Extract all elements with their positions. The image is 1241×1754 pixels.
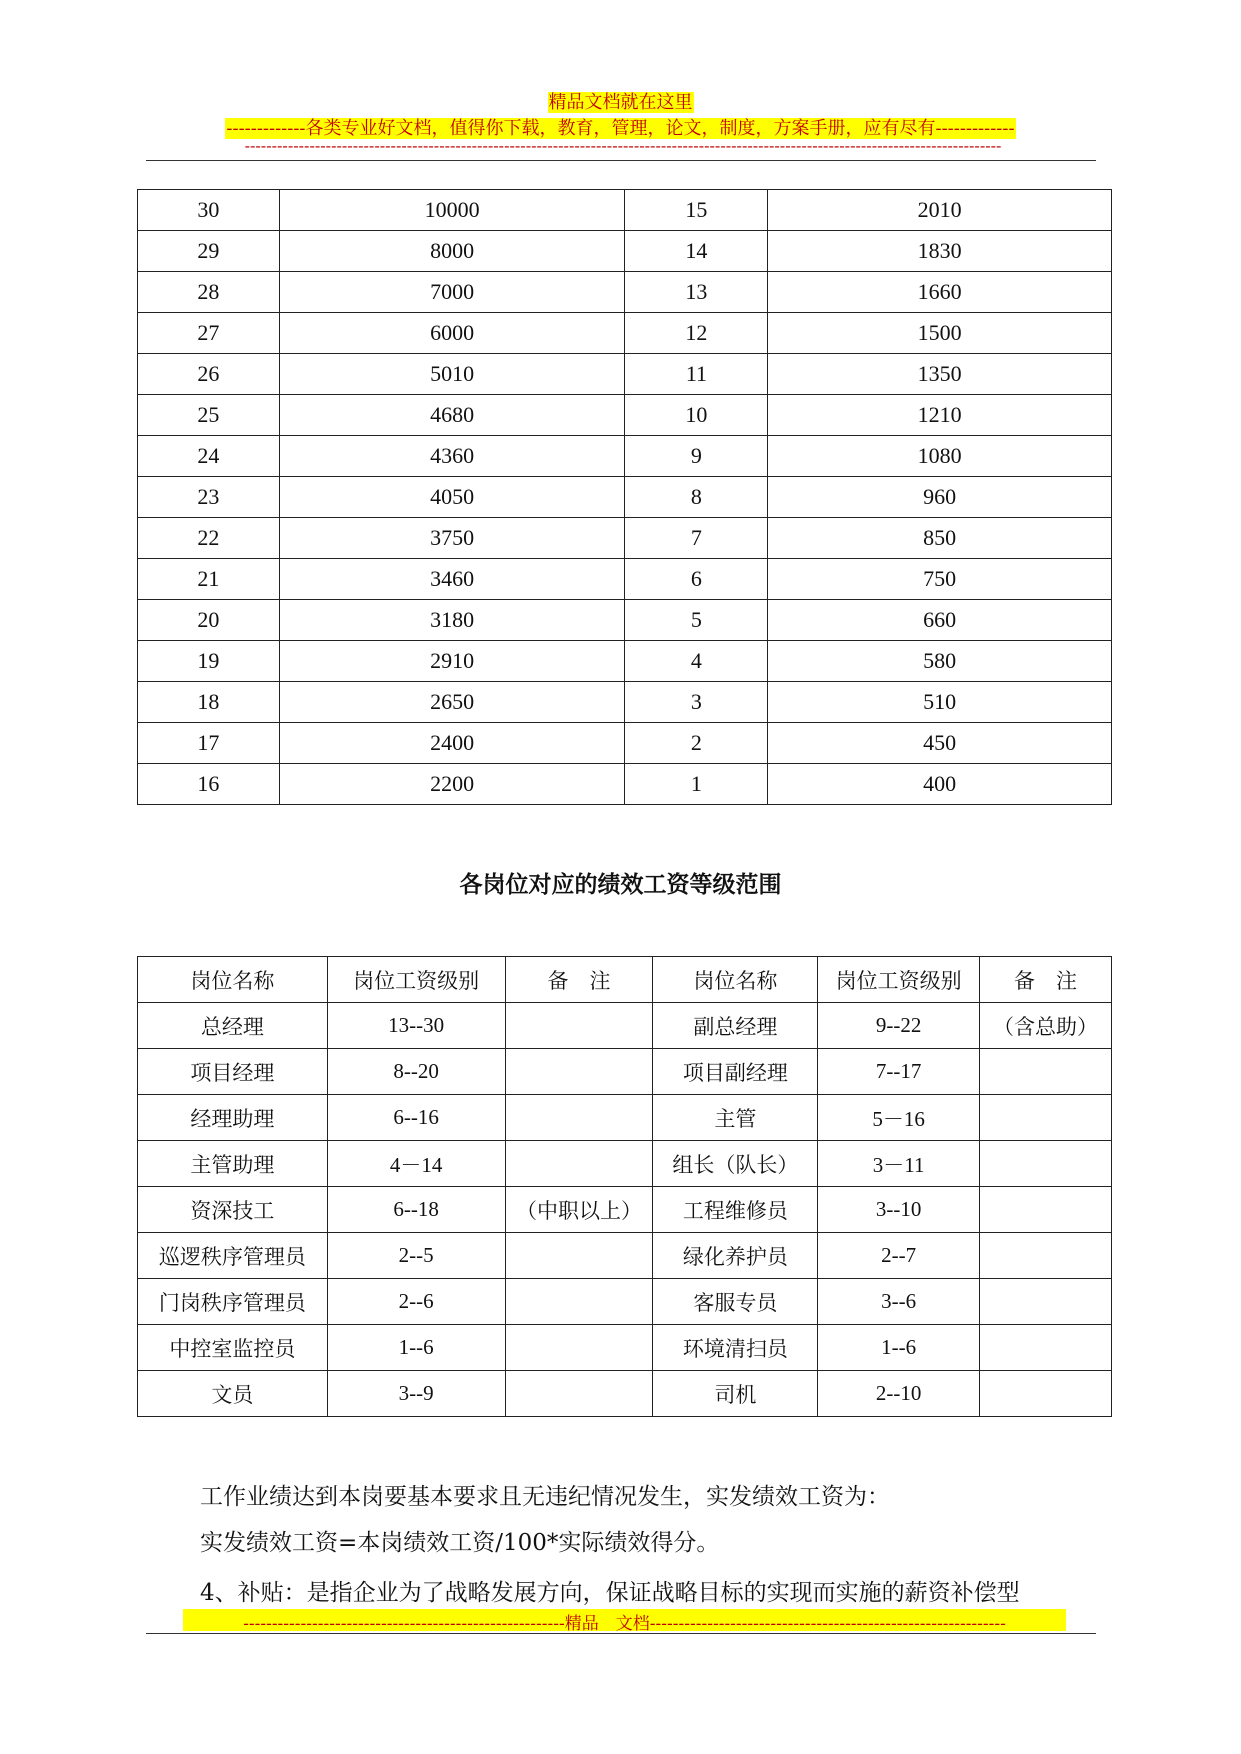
column-header: 岗位名称	[138, 957, 328, 1003]
table-cell: 17	[138, 723, 280, 764]
paragraph-requirement: 工作业绩达到本岗要基本要求且无违纪情况发生，实发绩效工资为：	[200, 1484, 890, 1510]
table-cell: 1--6	[818, 1325, 980, 1371]
table-cell: 2200	[279, 764, 625, 805]
table-cell: 22	[138, 518, 280, 559]
table-cell: 660	[768, 600, 1112, 641]
post-grade-range-table	[137, 956, 1112, 1417]
table-row	[138, 1371, 1112, 1417]
table-row	[138, 641, 1112, 682]
table-row	[138, 764, 1112, 805]
table-cell: 1210	[768, 395, 1112, 436]
table-cell	[980, 1371, 1112, 1417]
table-cell	[505, 1095, 653, 1141]
table-cell: 3180	[279, 600, 625, 641]
table-cell: 9--22	[818, 1003, 980, 1049]
table-cell: 3－11	[818, 1141, 980, 1187]
table-cell: 960	[768, 477, 1112, 518]
table-cell: 1350	[768, 354, 1112, 395]
table-cell: 10000	[279, 190, 625, 231]
table-cell: 28	[138, 272, 280, 313]
table-row	[138, 1279, 1112, 1325]
table-row	[138, 354, 1112, 395]
table-cell: 经理助理	[138, 1095, 328, 1141]
table-cell: （中职以上）	[505, 1187, 653, 1233]
table-cell: 12	[625, 313, 768, 354]
table-cell: 18	[138, 682, 280, 723]
table-row	[138, 1187, 1112, 1233]
table-cell: 2010	[768, 190, 1112, 231]
table-cell: 5010	[279, 354, 625, 395]
table-cell: 2--10	[818, 1371, 980, 1417]
table-cell: 司机	[653, 1371, 818, 1417]
table-cell: 1	[625, 764, 768, 805]
table-cell: 客服专员	[653, 1279, 818, 1325]
table-cell: 中控室监控员	[138, 1325, 328, 1371]
table-cell: 6	[625, 559, 768, 600]
table-cell: 3--10	[818, 1187, 980, 1233]
table-cell: 3	[625, 682, 768, 723]
table-cell: 主管	[653, 1095, 818, 1141]
table-cell: 5－16	[818, 1095, 980, 1141]
table-cell: 1830	[768, 231, 1112, 272]
table-cell: 门岗秩序管理员	[138, 1279, 328, 1325]
table-cell: 4050	[279, 477, 625, 518]
table-cell: 29	[138, 231, 280, 272]
paragraph-formula: 实发绩效工资=本岗绩效工资/100*实际绩效得分。	[200, 1530, 720, 1556]
table-cell	[980, 1279, 1112, 1325]
table-cell: 16	[138, 764, 280, 805]
table-cell: 2650	[279, 682, 625, 723]
column-header: 岗位工资级别	[327, 957, 505, 1003]
table-cell: 5	[625, 600, 768, 641]
table-cell	[505, 1003, 653, 1049]
table-cell	[505, 1371, 653, 1417]
table-header-row	[138, 957, 1112, 1003]
table-cell	[505, 1049, 653, 1095]
table-cell: 3750	[279, 518, 625, 559]
table-cell	[980, 1325, 1112, 1371]
table-cell: 14	[625, 231, 768, 272]
column-header: 岗位名称	[653, 957, 818, 1003]
table-cell: 24	[138, 436, 280, 477]
table-row	[138, 313, 1112, 354]
table-cell: 750	[768, 559, 1112, 600]
table-cell: 21	[138, 559, 280, 600]
table-cell	[505, 1279, 653, 1325]
table-cell: 文员	[138, 1371, 328, 1417]
table-cell	[980, 1095, 1112, 1141]
table-cell: 27	[138, 313, 280, 354]
table-cell: 6--16	[327, 1095, 505, 1141]
column-header: 备 注	[505, 957, 653, 1003]
paragraph-allowance: 4、补贴：是指企业为了战略发展方向，保证战略目标的实现而实施的薪资补偿型	[200, 1580, 1020, 1606]
header-banner-subtitle: -------------各类专业好文档，值得你下载，教育，管理，论文，制度，方案手册，应有尽有-------------	[226, 118, 1015, 139]
table-cell: 组长（队长）	[653, 1141, 818, 1187]
table-cell: 450	[768, 723, 1112, 764]
table-row	[138, 1233, 1112, 1279]
table-cell: 6000	[279, 313, 625, 354]
footer-rule	[146, 1633, 1096, 1634]
table-row	[138, 190, 1112, 231]
table-row	[138, 559, 1112, 600]
header-banner-title: 精品文档就在这里	[548, 92, 693, 113]
table-cell: 13--30	[327, 1003, 505, 1049]
table-cell: 8--20	[327, 1049, 505, 1095]
table-row	[138, 272, 1112, 313]
table-cell	[980, 1233, 1112, 1279]
table-row	[138, 518, 1112, 559]
table-cell: 项目副经理	[653, 1049, 818, 1095]
table-cell: 1080	[768, 436, 1112, 477]
table-row	[138, 600, 1112, 641]
table-cell: 23	[138, 477, 280, 518]
table-cell	[980, 1187, 1112, 1233]
table-cell: 11	[625, 354, 768, 395]
table-cell	[505, 1233, 653, 1279]
table-cell: 7000	[279, 272, 625, 313]
table-row	[138, 682, 1112, 723]
table-cell: 1660	[768, 272, 1112, 313]
table-cell	[505, 1141, 653, 1187]
table-cell: 7	[625, 518, 768, 559]
table-cell: 8	[625, 477, 768, 518]
table-cell: 资深技工	[138, 1187, 328, 1233]
table-cell: 1500	[768, 313, 1112, 354]
table-cell: 510	[768, 682, 1112, 723]
table-cell: 3460	[279, 559, 625, 600]
table-cell: 26	[138, 354, 280, 395]
table-cell: 850	[768, 518, 1112, 559]
header-dash-line: --------------------------------------------------------------------------------------------------------------------------------------------	[244, 136, 1002, 155]
table-cell: 4360	[279, 436, 625, 477]
table-cell: 1--6	[327, 1325, 505, 1371]
table-cell: 400	[768, 764, 1112, 805]
table-cell: 30	[138, 190, 280, 231]
table-cell: 19	[138, 641, 280, 682]
table-row	[138, 1325, 1112, 1371]
salary-grade-table	[137, 189, 1112, 805]
table-row	[138, 231, 1112, 272]
table-cell: 15	[625, 190, 768, 231]
table-cell	[505, 1325, 653, 1371]
table-cell: 项目经理	[138, 1049, 328, 1095]
table-cell: （含总助）	[980, 1003, 1112, 1049]
table-cell: 7--17	[818, 1049, 980, 1095]
table-cell: 2--5	[327, 1233, 505, 1279]
table-row	[138, 436, 1112, 477]
table-row	[138, 1049, 1112, 1095]
header-rule	[146, 160, 1096, 161]
table-row	[138, 395, 1112, 436]
table-cell: 绿化养护员	[653, 1233, 818, 1279]
footer-banner: --------------------------------------------------------精品 文档--------------------------------------------------------------	[183, 1609, 1066, 1631]
table-cell: 2--6	[327, 1279, 505, 1325]
table-cell: 4－14	[327, 1141, 505, 1187]
table-cell: 3--9	[327, 1371, 505, 1417]
table-cell: 4	[625, 641, 768, 682]
table-cell: 4680	[279, 395, 625, 436]
table-cell: 2400	[279, 723, 625, 764]
table-cell: 13	[625, 272, 768, 313]
table-cell: 8000	[279, 231, 625, 272]
table-row	[138, 1095, 1112, 1141]
table-cell: 580	[768, 641, 1112, 682]
table-cell	[980, 1049, 1112, 1095]
table-row	[138, 723, 1112, 764]
table-cell: 环境清扫员	[653, 1325, 818, 1371]
table-cell	[980, 1141, 1112, 1187]
table-cell: 副总经理	[653, 1003, 818, 1049]
table-cell: 2910	[279, 641, 625, 682]
table-cell: 10	[625, 395, 768, 436]
column-header: 岗位工资级别	[818, 957, 980, 1003]
table-cell: 25	[138, 395, 280, 436]
table-cell: 巡逻秩序管理员	[138, 1233, 328, 1279]
section-title: 各岗位对应的绩效工资等级范围	[459, 872, 782, 898]
table-cell: 2--7	[818, 1233, 980, 1279]
table-cell: 2	[625, 723, 768, 764]
table-cell: 总经理	[138, 1003, 328, 1049]
table-cell: 6--18	[327, 1187, 505, 1233]
table-row	[138, 1003, 1112, 1049]
table-cell: 主管助理	[138, 1141, 328, 1187]
table-cell: 3--6	[818, 1279, 980, 1325]
table-row	[138, 1141, 1112, 1187]
column-header: 备 注	[980, 957, 1112, 1003]
table-row	[138, 477, 1112, 518]
table-cell: 工程维修员	[653, 1187, 818, 1233]
table-cell: 9	[625, 436, 768, 477]
table-cell: 20	[138, 600, 280, 641]
